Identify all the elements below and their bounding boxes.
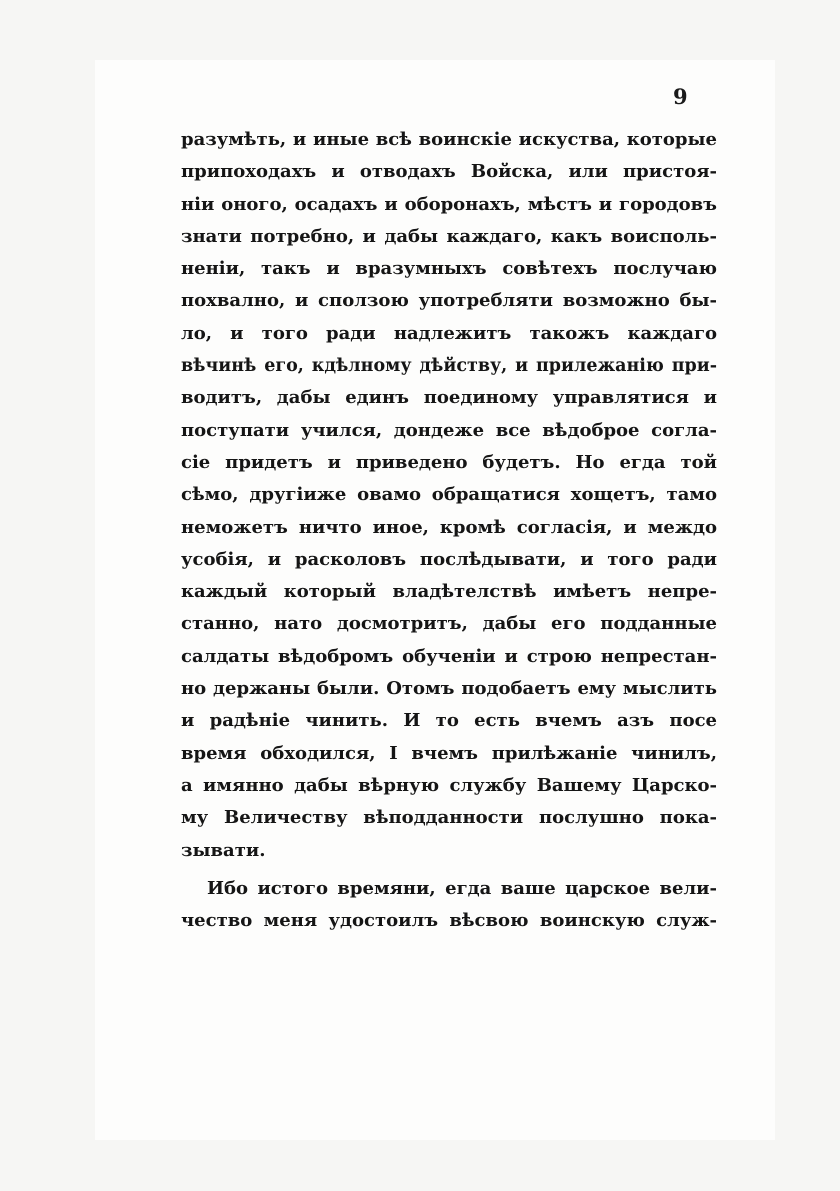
- text-line: каждый который владѣтелствѣ имѣетъ непре-: [181, 581, 717, 603]
- text-line: зывати.: [181, 839, 266, 861]
- text-line: сѣмо, другіиже овамо обращатися хощетъ, тамо: [181, 484, 717, 506]
- text-line: припоходахъ и отводахъ Войска, или пристоя-: [181, 161, 717, 183]
- text-line: сіе придетъ и приведено будетъ. Но егда той: [181, 451, 717, 473]
- text-line: водитъ, дабы единъ поединому управлятися и: [181, 387, 717, 409]
- text-line: и радѣніе чинить. И то есть вчемъ азъ посе: [181, 710, 717, 732]
- text-line: чество меня удостоилъ вѣсвою воинскую служ-: [181, 910, 717, 932]
- body-text: [181, 124, 717, 937]
- text-line: неніи, такъ и вразумныхъ совѣтехъ послучаю: [181, 258, 717, 280]
- text-line: похвално, и сползою употребляти возможно бы-: [181, 290, 717, 312]
- text-line: время обходился, І вчемъ прилѣжаніе чинилъ,: [181, 742, 717, 764]
- text-line: разумѣть, и иные всѣ воинскіе искуства, которые: [181, 129, 717, 150]
- text-line: салдаты вѣдобромъ обученіи и строю непрестан-: [181, 645, 717, 667]
- page-number: 9: [673, 84, 688, 109]
- text-line: вѣчинѣ его, кдѣлному дѣйству, и прилежанію при-: [181, 356, 717, 377]
- paragraph-1: [181, 124, 717, 867]
- text-line: ло, и того ради надлежитъ такожъ каждаго: [181, 322, 717, 344]
- text-line: а имянно дабы вѣрную службу Вашему Царско-: [181, 774, 717, 796]
- text-line: поступати учился, дондеже все вѣдоброе согла-: [181, 419, 717, 441]
- text-line: Ибо истого времяни, егда ваше царское вели-: [207, 877, 717, 899]
- text-line: знати потребно, и дабы каждаго, какъ воисполь-: [181, 225, 717, 247]
- text-line: но держаны были. Отомъ подобаетъ ему мыслить: [181, 678, 717, 700]
- text-line: усобія, и расколовъ послѣдывати, и того ради: [181, 548, 717, 570]
- text-line: му Величеству вѣподданности послушно пока-: [181, 807, 717, 829]
- text-line: станно, нато досмотритъ, дабы его подданные: [181, 613, 717, 635]
- paragraph-2: [181, 873, 717, 938]
- text-line: ніи оного, осадахъ и оборонахъ, мѣстъ и городовъ: [181, 193, 717, 215]
- text-line: неможетъ ничто иное, кромѣ согласія, и междо: [181, 516, 717, 538]
